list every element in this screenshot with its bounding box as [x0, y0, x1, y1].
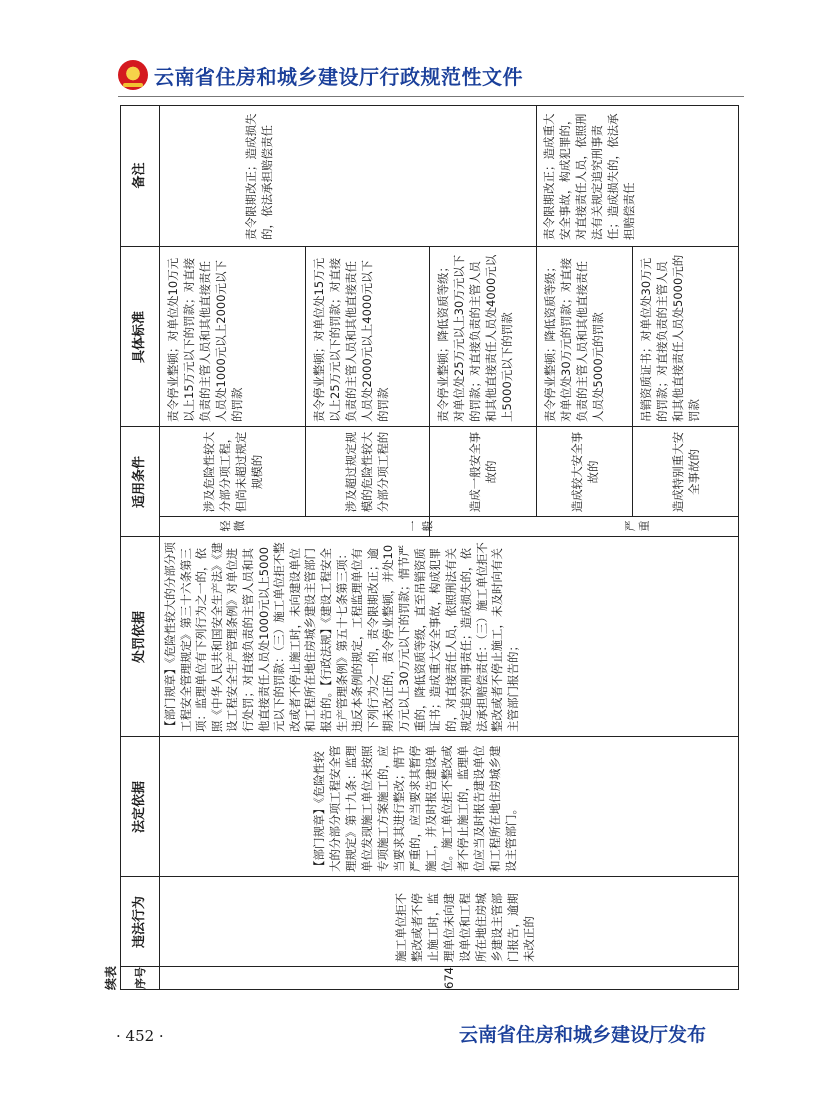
col-header-no: 序号 — [133, 967, 147, 989]
page-number: · 452 · — [116, 1027, 164, 1045]
penalty-basis-text: 【部门规章】《危险性较大的分部分项工程安全管理规定》第三十六条第三项：监理单位有下列行为之一的，依照《中华人民共和国安全生产法》《建设工程安全生产管理条例》对单位进行处罚；对直接负责的主管人员和其他直接责任人员处1000元以上5000元以下的罚款：（三）施工单位拒不整改或者不停止施工时，未向建设单位和工程所在地住房城乡建设主管部门报告的。【行政法规】《建设工程安全生产管理条例》第五十七条第三项：违反本条例的规定，工程监理单位有下列行为之一的，责令限期改正；逾期未改正的，责令停业整顿，并处10万元以上30万元以下的罚款；情节严重的，降低资质等级，直至吊销资质证书；造成重大安全事故，构成犯罪的，对直接责任人员，依照刑法有关规定追究刑事责任；造成损失的，依法承担赔偿责任：（三）施工单位拒不整改或者不停止施工，未及时向有关主管部门报告的； — [163, 542, 521, 732]
standard-2: 责令停业整顿；对单位处15万元以上25万元以下的罚款；对直接负责的主管人员和其他直接责任人员处2000元以上4000元以下的罚款 — [312, 257, 390, 422]
condition-5: 造成特别重大安全事故的 — [671, 431, 701, 513]
level-serious: 严重 — [624, 520, 651, 532]
col-header-condition: 适用条件 — [132, 456, 147, 509]
condition-1: 涉及危险性较大分部分项工程，但尚未超过规定规模的 — [202, 431, 264, 513]
violation-text: 施工单位拒不整改或者不停止施工时，监理单位未向建设单位和工程所在地住房城乡建设主管部门报告，逾期未改正的 — [394, 893, 536, 962]
publisher: 云南省住房和城乡建设厅发布 — [458, 1024, 706, 1046]
penalty-table — [120, 105, 739, 990]
condition-3: 造成一般安全事故的 — [468, 431, 498, 513]
level-minor: 轻微 — [219, 520, 246, 532]
penalty-table-area — [104, 105, 739, 990]
row-number: 674 — [442, 967, 456, 989]
condition-4: 造成较大安全事故的 — [570, 431, 600, 513]
col-header-penalty-basis: 处罚依据 — [132, 611, 147, 664]
national-emblem-icon — [118, 60, 148, 90]
legal-basis-text: 【部门规章】《危险性较大的分部分项工程安全管理规定》第十九条：监理单位发现施工单位未按照专项施工方案施工的，应当要求其进行整改；情节严重的，应当要求其暂停施工，并及时报告建设单位。施工单位拒不整改或者不停止施工的，监理单位应当及时报告建设单位和工程所在地住房城乡建设主管部门。 — [312, 745, 518, 872]
standard-1: 责令停业整顿；对单位处10万元以上15万元以下的罚款；对直接负责的主管人员和其他直接责任人员处1000元以上2000元以下的罚款 — [166, 257, 244, 422]
standard-3: 责令停业整顿；降低资质等级；对单位处25万元以上30万元以下的罚款；对直接负责的主管人员和其他直接责任人员处4000元以上5000元以下的罚款 — [436, 254, 514, 422]
standard-5: 吊销资质证书；对单位处30万元的罚款；对直接负责的主管人员和其他直接责任人员处5000元的罚款 — [639, 254, 701, 422]
header-title: 云南省住房和城乡建设厅行政规范性文件 — [154, 64, 523, 89]
page-header — [118, 58, 523, 92]
penalty-table-rotated — [104, 105, 739, 990]
note-2: 责令限期改正；造成重大安全事故，构成犯罪的，对直接责任人员，依照刑法有关规定追究刑事责任；造成损失的，依法承担赔偿责任 — [542, 113, 636, 240]
col-header-violation: 违法行为 — [132, 896, 147, 949]
header-divider — [118, 96, 744, 97]
note-1: 责令限期改正；造成损失的，依法承担赔偿责任 — [244, 113, 274, 240]
col-header-legal-basis: 法定依据 — [132, 781, 147, 834]
condition-2: 涉及超过规定规模的危险性较大分部分项工程的 — [344, 431, 390, 513]
standard-4: 责令停业整顿；降低资质等级；对单位处30万元的罚款；对直接负责的主管人员和其他直接责任人员处5000元的罚款 — [543, 257, 605, 422]
level-general: 一般 — [407, 520, 434, 532]
col-header-notes: 备注 — [132, 162, 147, 189]
col-header-standard: 具体标准 — [132, 311, 147, 364]
continued-label: 续表 — [104, 965, 118, 990]
